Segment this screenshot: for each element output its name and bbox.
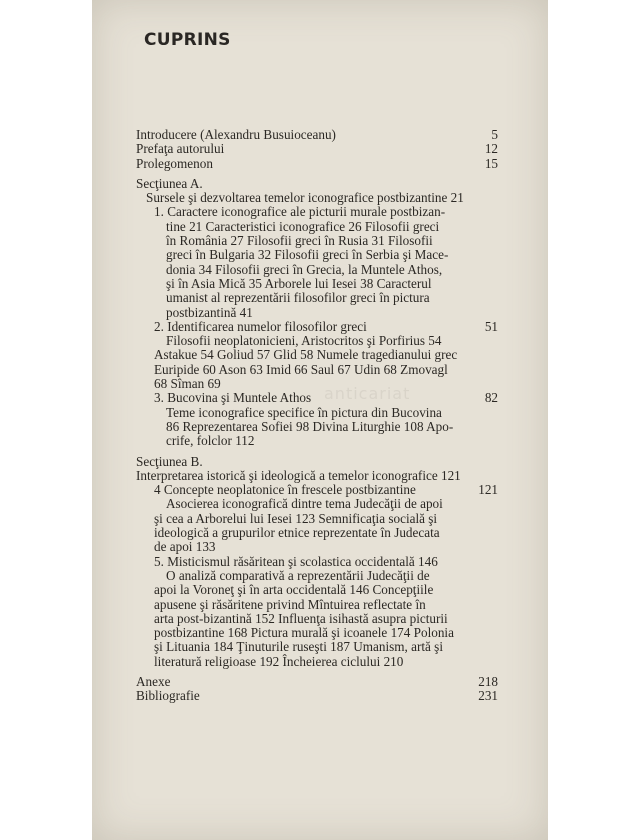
toc-entry-text: postbizantină 41 (166, 304, 253, 320)
toc-entry-text: Interpretarea istorică şi ideologică a temelor iconografice 121 (136, 467, 461, 483)
toc-entry-text: 5. Misticismul răsăritean şi scolastica occidentală 146 (154, 553, 438, 569)
toc-entry (136, 598, 498, 612)
toc-entry (136, 555, 498, 569)
toc-entry-text: 1. Caractere iconografice ale picturii murale postbizan- (154, 204, 446, 220)
toc-entry-page: 82 (484, 390, 498, 406)
toc-entry-page: 121 (478, 482, 498, 498)
toc-entry-text: crife, folclor 112 (166, 433, 255, 449)
toc-entry-text: şi în Asia Mică 35 Arborele lui Iesei 38 Caracterul (166, 275, 432, 291)
toc-entry (136, 277, 498, 291)
toc-entry (136, 689, 498, 703)
toc-entry (136, 234, 498, 248)
toc-entry-text: Sursele şi dezvoltarea temelor iconografice postbizantine 21 (146, 190, 464, 206)
toc-entry-text: de apoi 133 (154, 539, 216, 555)
toc-entry-text: Prefaţa autorului (136, 141, 225, 157)
toc-entry (136, 512, 498, 526)
toc-entry-page: 5 (491, 127, 498, 142)
toc-entry (136, 391, 498, 405)
table-of-contents (136, 128, 498, 704)
toc-entry (136, 540, 498, 554)
toc-entry (136, 434, 498, 448)
toc-entry-text: umanist al reprezentării filosofilor greci în pictura (166, 290, 430, 306)
toc-entry-text: tine 21 Caracteristici iconografice 26 Filosofii greci (166, 218, 440, 234)
toc-entry-text: donia 34 Filosofii greci în Grecia, la Muntele Athos, (166, 261, 443, 277)
toc-entry (136, 526, 498, 540)
toc-entry-text: Anexe (136, 673, 171, 689)
toc-entry (136, 191, 498, 205)
toc-entry (136, 142, 498, 156)
toc-entry (136, 220, 498, 234)
toc-entry (136, 128, 498, 142)
toc-entry (136, 205, 498, 219)
toc-entry-page: 218 (478, 673, 498, 689)
toc-entry-text: Teme iconografice specifice în pictura din Bucovina (166, 404, 442, 420)
toc-entry-text: Introducere (Alexandru Busuioceanu) (136, 127, 336, 142)
toc-entry-text: 3. Bucovina şi Muntele Athos (154, 390, 312, 406)
toc-entry-text: 68 Sîman 69 (154, 376, 221, 392)
section-heading (136, 177, 498, 191)
toc-entry (136, 469, 498, 483)
section-heading (136, 455, 498, 469)
toc-entry-text: apoi la Voroneţ şi în arta occidentală 146 Concepţiile (154, 582, 434, 598)
toc-entry (136, 334, 498, 348)
toc-entry (136, 626, 498, 640)
bleed-through-text (241, 27, 532, 102)
toc-entry-text: şi cea a Arborelui lui Iesei 123 Semnificaţia socială şi (154, 510, 438, 526)
toc-entry-text: 86 Reprezentarea Sofiei 98 Divina Liturghie 108 Apo- (166, 418, 454, 434)
toc-entry-text: şi Lituania 184 Ţinuturile ruseşti 187 Umanism, artă şi (154, 639, 443, 655)
toc-entry-text: Astakue 54 Goliud 57 Glid 58 Numele tragedianului grec (154, 347, 458, 363)
toc-entry-text: O analiză comparativă a reprezentării Judecăţii de (166, 567, 430, 583)
toc-entry-text: 4 Concepte neoplatonice în frescele postbizantine (154, 482, 416, 498)
toc-entry (136, 612, 498, 626)
toc-entry-text: în România 27 Filosofii greci în Rusia 31 Filosofii (166, 233, 433, 249)
toc-entry (136, 306, 498, 320)
toc-entry (136, 569, 498, 583)
toc-entry (136, 675, 498, 689)
toc-entry (136, 420, 498, 434)
toc-entry-text: Filosofii neoplatonicieni, Aristocritos şi Porfirius 54 (166, 333, 442, 349)
toc-entry (136, 291, 498, 305)
toc-entry (136, 320, 498, 334)
toc-entry (136, 655, 498, 669)
toc-entry-text: 2. Identificarea numelor filosofilor greci (154, 318, 367, 334)
section-heading-text: Secţiunea B. (136, 453, 203, 469)
toc-entry (136, 157, 498, 171)
toc-entry-text: literatură religioase 192 Încheierea ciclului 210 (154, 653, 404, 669)
toc-entry-text: Asocierea iconografică dintre tema Judecăţii de apoi (166, 496, 443, 512)
toc-entry-text: arta post-bizantină 152 Influenţa isihastă asupra picturii (154, 610, 448, 626)
toc-entry-text: ideologică a grupurilor etnice reprezentate în Judecata (154, 525, 440, 541)
toc-entry-text: Euripide 60 Ason 63 Imid 66 Saul 67 Udin 68 Zmovagl (154, 361, 448, 377)
toc-entry-page: 51 (484, 318, 498, 334)
toc-entry-text: Bibliografie (136, 688, 200, 704)
toc-entry-text: apusene şi răsăritene privind Mîntuirea reflectate în (154, 596, 426, 612)
watermark: anticariat (324, 384, 411, 403)
toc-entry-text: postbizantine 168 Pictura murală şi icoanele 174 Polonia (154, 625, 454, 641)
toc-entry (136, 248, 498, 262)
bleed-through-text-bottom (331, 698, 512, 781)
toc-entry (136, 377, 498, 391)
toc-entry (136, 497, 498, 511)
toc-entry-page: 12 (484, 141, 498, 157)
toc-entry-page: 231 (478, 688, 498, 704)
book-page (92, 0, 548, 840)
toc-entry-text: Prolegomenon (136, 155, 213, 171)
toc-entry (136, 583, 498, 597)
toc-entry (136, 483, 498, 497)
toc-entry (136, 363, 498, 377)
page-title: CUPRINS (144, 30, 231, 50)
toc-entry-text: greci în Bulgaria 32 Filosofii greci în Serbia şi Mace- (166, 247, 449, 263)
toc-entry (136, 263, 498, 277)
toc-entry (136, 640, 498, 654)
section-heading-text: Secţiunea A. (136, 175, 203, 191)
toc-entry (136, 348, 498, 362)
toc-entry (136, 406, 498, 420)
toc-entry-page: 15 (484, 155, 498, 171)
